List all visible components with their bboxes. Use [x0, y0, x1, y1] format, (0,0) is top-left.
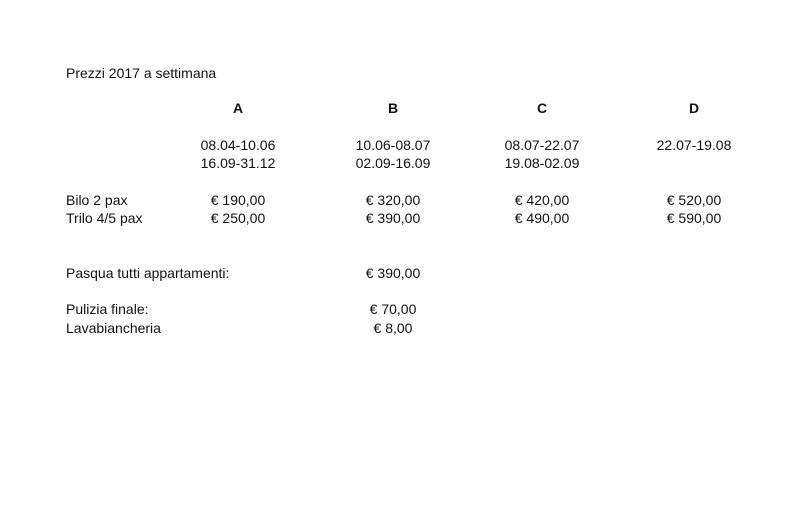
- price-trilo-a: € 250,00: [210, 210, 266, 226]
- page-title: Prezzi 2017 a settimana: [66, 65, 217, 81]
- price-trilo-d: € 590,00: [666, 210, 722, 226]
- column-header-d: D: [688, 100, 700, 116]
- extra-value-pasqua: € 390,00: [365, 265, 421, 281]
- date-range-d-1: 22.07-19.08: [656, 137, 732, 153]
- extra-label-lavabiancheria: Lavabiancheria: [66, 320, 161, 336]
- price-bilo-c: € 420,00: [514, 192, 570, 208]
- date-range-a-2: 16.09-31.12: [200, 155, 276, 171]
- date-range-c-1: 08.07-22.07: [504, 137, 580, 153]
- column-header-a: A: [232, 100, 244, 116]
- extra-value-pulizia: € 70,00: [369, 301, 417, 317]
- extra-value-lavabiancheria: € 8,00: [373, 320, 413, 336]
- date-range-c-2: 19.08-02.09: [504, 155, 580, 171]
- row-label-trilo: Trilo 4/5 pax: [66, 210, 143, 226]
- extra-label-pulizia: Pulizia finale:: [66, 301, 149, 317]
- price-bilo-a: € 190,00: [210, 192, 266, 208]
- price-bilo-b: € 320,00: [365, 192, 421, 208]
- date-range-a-1: 08.04-10.06: [200, 137, 276, 153]
- extra-label-pasqua: Pasqua tutti appartamenti:: [66, 265, 230, 281]
- price-trilo-b: € 390,00: [365, 210, 421, 226]
- price-bilo-d: € 520,00: [666, 192, 722, 208]
- column-header-b: B: [387, 100, 399, 116]
- date-range-b-2: 02.09-16.09: [355, 155, 431, 171]
- column-header-c: C: [536, 100, 548, 116]
- row-label-bilo: Bilo 2 pax: [66, 192, 128, 208]
- price-trilo-c: € 490,00: [514, 210, 570, 226]
- date-range-b-1: 10.06-08.07: [355, 137, 431, 153]
